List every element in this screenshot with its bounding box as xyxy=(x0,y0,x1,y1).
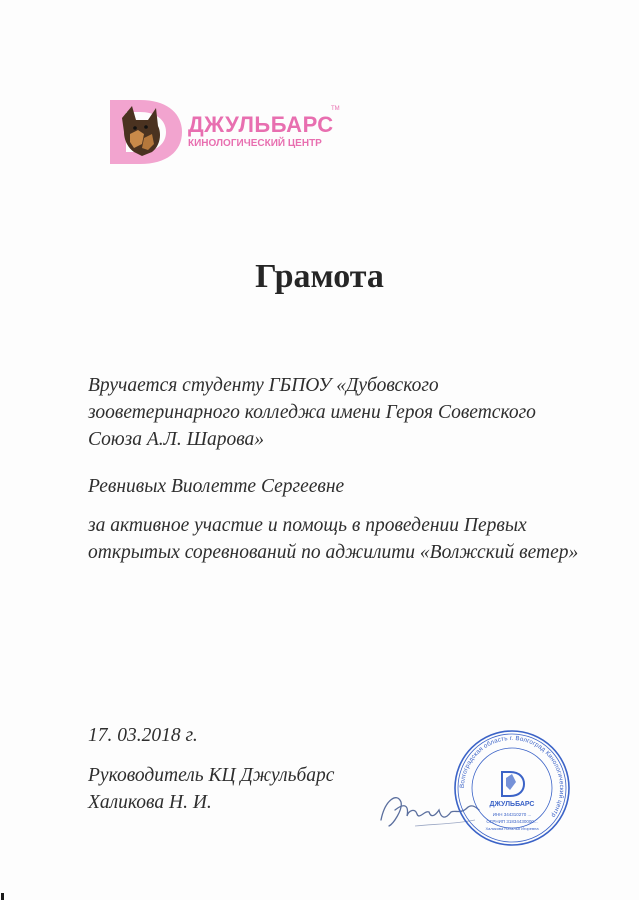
stamp-outer-text: Волгоградская область г. Волгоград Кинологический центр xyxy=(458,734,566,819)
signer-name: Халикова Н. И. xyxy=(88,792,212,813)
stamp-bottom-text: Халикова Наталья Игоревна xyxy=(485,826,539,831)
recipient-name: Ревнивых Виолетте Сергеевне xyxy=(88,476,345,497)
stamp-inn-text: ИНН 344310270 ... xyxy=(492,812,532,817)
signer-position: Руководитель КЦ Джульбарс xyxy=(88,765,335,786)
trademark-mark: TM xyxy=(331,106,340,112)
kennel-logo xyxy=(104,98,354,168)
issue-date: 17. 03.2018 г. xyxy=(88,725,198,746)
stamp-ogrnip-text: ОГРНИП 31834430000... xyxy=(486,819,538,824)
stamp-center-text: ДЖУЛЬБАРС xyxy=(489,801,535,808)
dog-d-logo-icon xyxy=(104,98,184,166)
logo-subtitle: КИНОЛОГИЧЕСКИЙ ЦЕНТР xyxy=(188,138,322,149)
award-reason-text: за активное участие и помощь в проведении Первых открытых соревнований по аджилити «Волжский ветер» xyxy=(88,515,579,563)
award-intro-text: Вручается студенту ГБПОУ «Дубовского зооветеринарного колледжа имени Героя Советского Союза А.Л. Шарова» xyxy=(88,375,536,450)
logo-name: ДЖУЛЬБАРС xyxy=(188,112,334,137)
scan-edge-mark xyxy=(1,893,4,900)
document-title: Грамота xyxy=(255,258,384,295)
round-seal-stamp xyxy=(452,728,572,848)
